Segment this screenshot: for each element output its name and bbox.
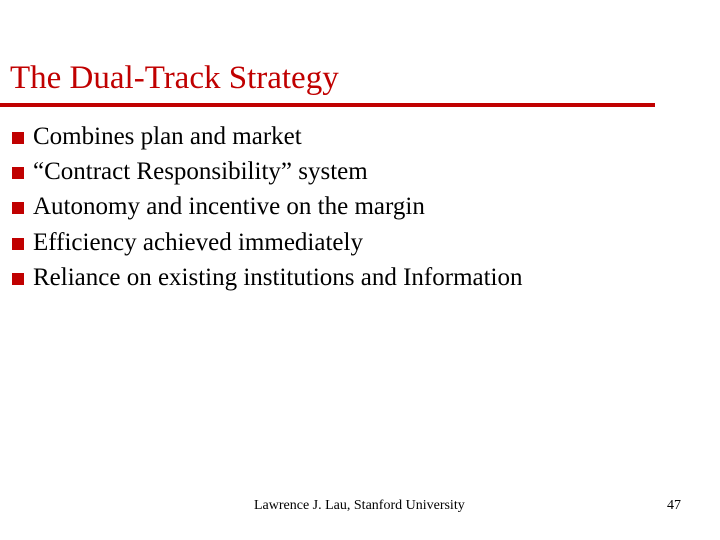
square-bullet-icon: [12, 167, 24, 179]
slide-title: The Dual-Track Strategy: [10, 60, 339, 96]
bullet-item: [12, 154, 523, 189]
square-bullet-icon: [12, 132, 24, 144]
square-bullet-icon: [12, 273, 24, 285]
square-bullet-icon: [12, 202, 24, 214]
page-number: 47: [667, 498, 681, 513]
bullet-text: Autonomy and incentive on the margin: [33, 193, 425, 221]
bullet-item: [12, 190, 523, 225]
bullet-item: [12, 119, 523, 154]
bullet-text: Reliance on existing institutions and Information: [33, 263, 523, 291]
footer-author: Lawrence J. Lau, Stanford University: [254, 498, 465, 513]
bullet-text: “Contract Responsibility” system: [33, 157, 368, 185]
bullet-item: [12, 260, 523, 295]
bullet-list: [12, 119, 523, 295]
bullet-text: Efficiency achieved immediately: [33, 228, 363, 256]
bullet-text: Combines plan and market: [33, 122, 302, 150]
square-bullet-icon: [12, 238, 24, 250]
title-underline: [0, 103, 655, 107]
bullet-item: [12, 225, 523, 260]
